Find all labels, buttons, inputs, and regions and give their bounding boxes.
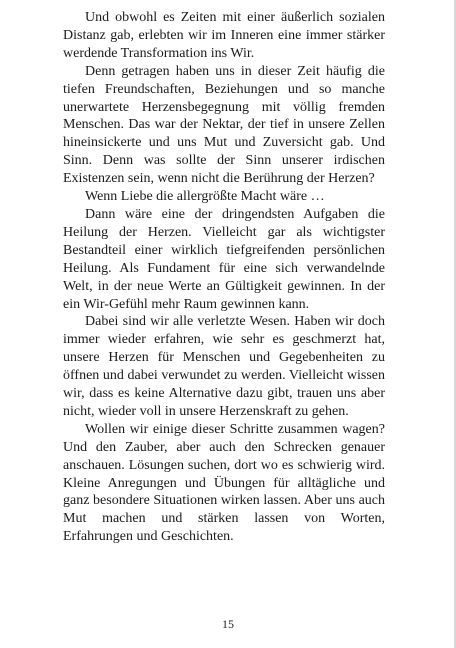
body-text (63, 9, 385, 546)
paragraph-2: Denn getragen haben uns in dieser Zeit häufig die tiefen Freundschaften, Beziehungen und so manche unerwartete Herzensbegegnung mit völlig fremden Menschen. Das war der Nektar, der tief in unsere Zellen hineinsickerte und uns Mut und Zuversicht gab. Und Sinn. Denn was sollte der Sinn unserer irdischen Existenzen sein, wenn nicht die Berührung der Herzen? (63, 63, 385, 187)
paragraph-6: Wollen wir einige dieser Schritte zusammen wagen? Und den Zauber, aber auch den Schrecken genauer anschauen. Lösungen suchen, dort wo es schwierig wird. Kleine Anregungen und Übungen für alltägliche und ganz besondere Situationen wirken lassen. Aber uns auch Mut machen und stärken lassen von Worten, Erfahrungen und Geschichten. (63, 421, 385, 545)
paragraph-4: Dann wäre eine der dringendsten Aufgaben die Heilung der Herzen. Vielleicht gar als wichtigster Bestandteil einer wirklich tiefgreifenden persönlichen Heilung. Als Fundament für eine sich verwandelnde Welt, in der neue Werte an Gültigkeit gewinnen. In der ein Wir-Gefühl mehr Raum gewinnen kann. (63, 206, 385, 312)
paragraph-3: Wenn Liebe die allergrößte Macht wäre … (85, 189, 325, 205)
paragraph-5: Dabei sind wir alle verletzte Wesen. Haben wir doch immer wieder erfahren, wie sehr es geschmerzt hat, unsere Herzen für Menschen und Gegebenheiten zu öffnen und dabei verwundet zu werden. Vielleicht wissen wir, dass es keine Alternative dazu gibt, trauen uns aber nicht, wieder voll in unsere Herzenskraft zu gehen. (63, 314, 385, 419)
page-number: 15 (222, 617, 234, 631)
paragraph-1: Und obwohl es Zeiten mit einer äußerlich sozialen Distanz gab, erlebten wir im Inneren eine immer stärker werdende Transformation ins Wir. (63, 10, 385, 61)
